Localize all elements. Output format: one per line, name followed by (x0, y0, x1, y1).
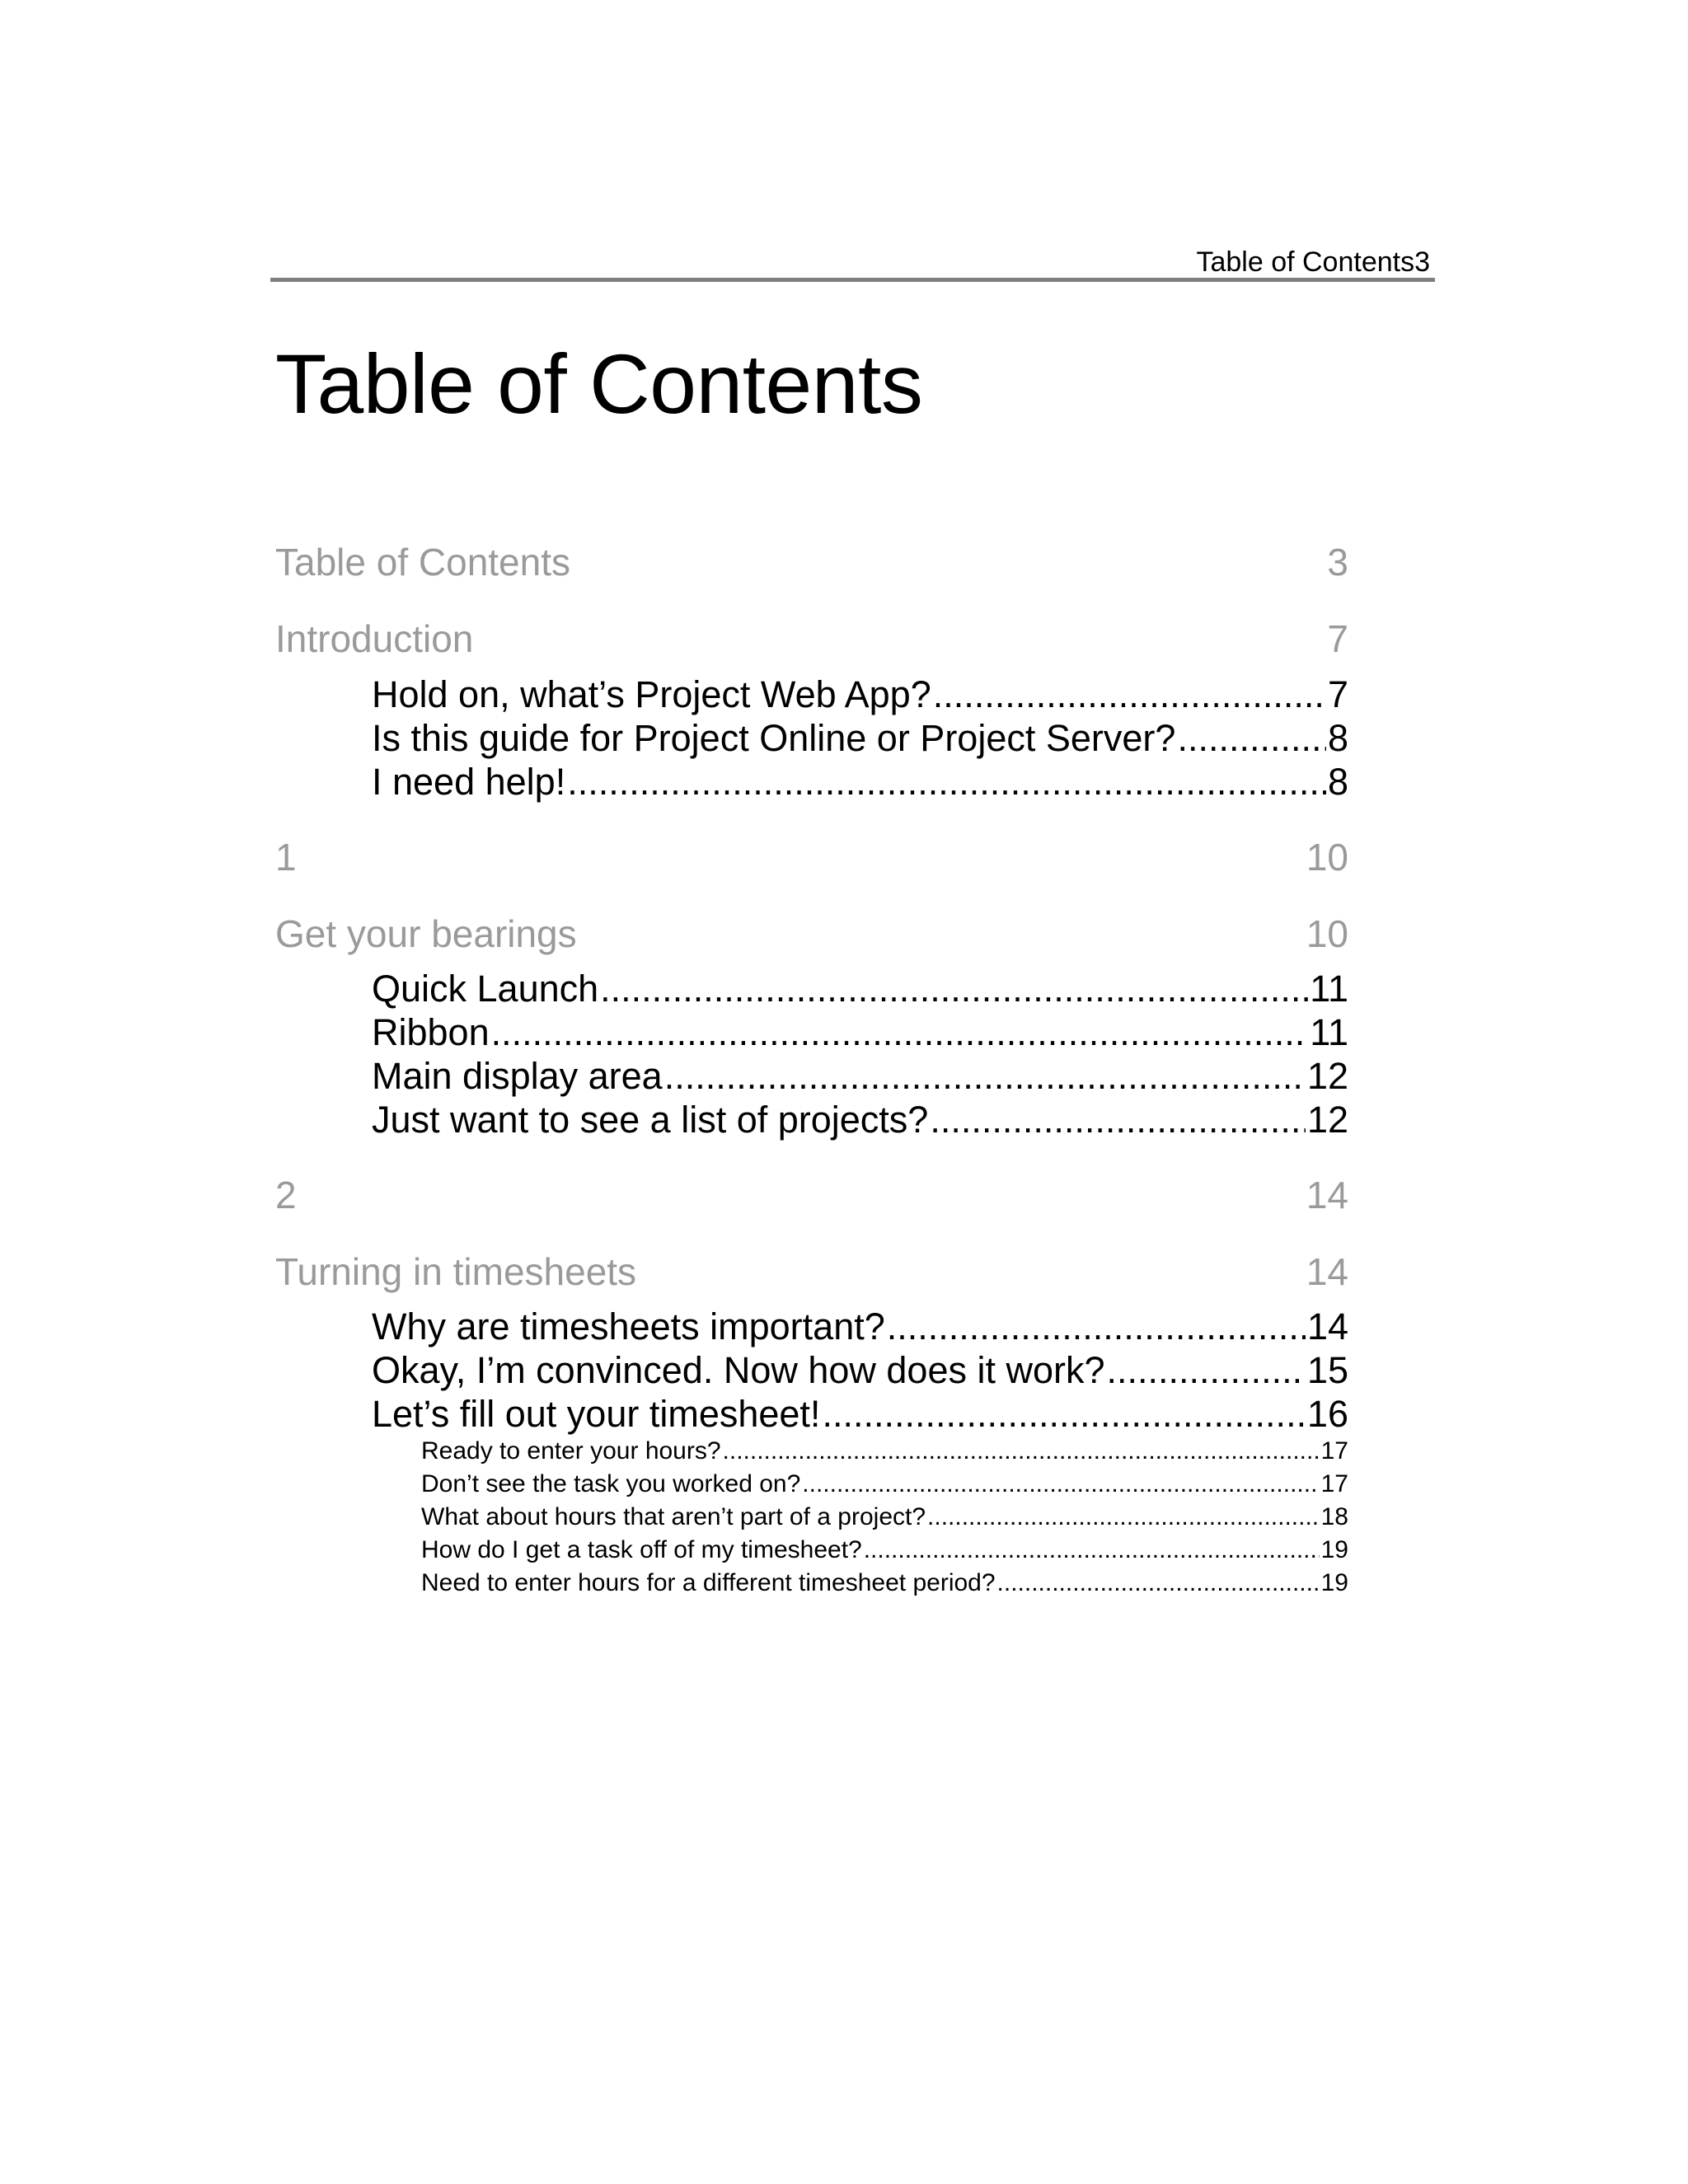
running-header-text: Table of Contents3 (1196, 246, 1430, 278)
toc-dot-leader (567, 760, 1326, 804)
toc-entry-level3[interactable] (421, 1534, 1348, 1567)
running-header (270, 247, 1435, 282)
toc-entry-title: Need to enter hours for a different timesheet period? (421, 1569, 996, 1596)
toc-entry-title: 2 (275, 1174, 297, 1216)
toc-entry-level2[interactable] (372, 1054, 1348, 1099)
toc-entry-title: Just want to see a list of projects? (372, 1099, 929, 1141)
toc-entry-level2[interactable] (372, 967, 1348, 1011)
toc-entry-page: 10 (1306, 836, 1348, 879)
toc-entry-level1[interactable] (275, 832, 1348, 882)
toc-entry-level2[interactable] (372, 1392, 1348, 1436)
toc-entry-title: Get your bearings (275, 912, 577, 955)
toc-entry-page: 8 (1327, 717, 1348, 759)
toc-entry-title: Hold on, what’s Project Web App? (372, 673, 931, 715)
toc-entry-page: 19 (1320, 1569, 1348, 1596)
toc-entry-level3[interactable] (421, 1567, 1348, 1600)
toc-entry-title: What about hours that aren’t part of a project? (421, 1503, 926, 1530)
toc-entry-level2[interactable] (372, 673, 1348, 717)
toc-dot-leader (933, 673, 1326, 717)
toc-entry-title: How do I get a task off of my timesheet? (421, 1536, 862, 1563)
toc-entry-level1[interactable] (275, 1170, 1348, 1220)
toc-entry-page: 7 (1327, 617, 1348, 660)
toc-entry-page: 10 (1306, 912, 1348, 955)
toc-dot-leader (491, 1010, 1309, 1055)
toc-entry-level2[interactable] (372, 1305, 1348, 1349)
toc-entry-title: Let’s fill out your timesheet! (372, 1393, 821, 1435)
toc-entry-page: 16 (1306, 1393, 1348, 1435)
toc-dot-leader (1177, 716, 1326, 761)
toc-entry-page: 14 (1306, 1250, 1348, 1293)
toc-entry-page: 11 (1310, 1011, 1348, 1053)
toc-entry-level1[interactable] (275, 614, 1348, 663)
toc-entry-title: Turning in timesheets (275, 1250, 637, 1293)
toc-entry-title: I need help! (372, 761, 566, 803)
toc-entry-title: Is this guide for Project Online or Project Server? (372, 717, 1176, 759)
toc-entry-title: Quick Launch (372, 968, 599, 1010)
toc-entry-title: Okay, I’m convinced. Now how does it work? (372, 1349, 1105, 1391)
toc-entry-page: 14 (1306, 1174, 1348, 1216)
toc-entry-title: Table of Contents (275, 541, 571, 583)
toc-entry-page: 12 (1306, 1055, 1348, 1097)
toc-entry-page: 14 (1306, 1305, 1348, 1347)
toc-dot-leader (723, 1435, 1320, 1468)
toc-entry-page: 8 (1327, 761, 1348, 803)
page-title: Table of Contents (275, 337, 923, 431)
toc-entry-level1[interactable] (275, 909, 1348, 958)
toc-entry-title: Why are timesheets important? (372, 1305, 885, 1347)
toc-entry-page: 3 (1327, 541, 1348, 583)
toc-entry-title: Main display area (372, 1055, 663, 1097)
toc-entry-level2[interactable] (372, 716, 1348, 761)
toc-entry-page: 18 (1320, 1503, 1348, 1530)
toc-entry-level2[interactable] (372, 1010, 1348, 1055)
toc-entry-level1[interactable] (275, 537, 1348, 587)
toc-entry-level2[interactable] (372, 1098, 1348, 1142)
toc-entry-level3[interactable] (421, 1501, 1348, 1534)
toc-dot-leader (802, 1468, 1319, 1501)
toc-dot-leader (930, 1098, 1306, 1142)
toc-dot-leader (997, 1567, 1320, 1600)
toc-entry-page: 19 (1320, 1536, 1348, 1563)
toc-entry-level2[interactable] (372, 1348, 1348, 1393)
toc-entry-title: Introduction (275, 617, 474, 660)
toc-entry-page: 11 (1310, 968, 1348, 1010)
toc-entry-title: Don’t see the task you worked on? (421, 1470, 801, 1497)
toc-entry-page: 15 (1306, 1349, 1348, 1391)
toc-entry-page: 17 (1320, 1437, 1348, 1465)
toc-entry-page: 17 (1320, 1470, 1348, 1497)
toc-entry-page: 7 (1327, 673, 1348, 715)
toc-dot-leader (887, 1305, 1306, 1349)
toc-dot-leader (927, 1501, 1320, 1534)
toc-entry-level3[interactable] (421, 1468, 1348, 1501)
toc-entry-level3[interactable] (421, 1435, 1348, 1468)
toc-dot-leader (1107, 1348, 1306, 1393)
toc-dot-leader (600, 967, 1308, 1011)
toc-dot-leader (822, 1392, 1305, 1436)
toc-entry-page: 12 (1306, 1099, 1348, 1141)
toc-entry-title: 1 (275, 836, 297, 879)
toc-entry-level1[interactable] (275, 1247, 1348, 1296)
toc-entry-title: Ready to enter your hours? (421, 1437, 721, 1465)
toc-entry-title: Ribbon (372, 1011, 490, 1053)
toc-dot-leader (664, 1054, 1306, 1099)
toc-entry-level2[interactable] (372, 760, 1348, 804)
toc-dot-leader (864, 1534, 1320, 1567)
